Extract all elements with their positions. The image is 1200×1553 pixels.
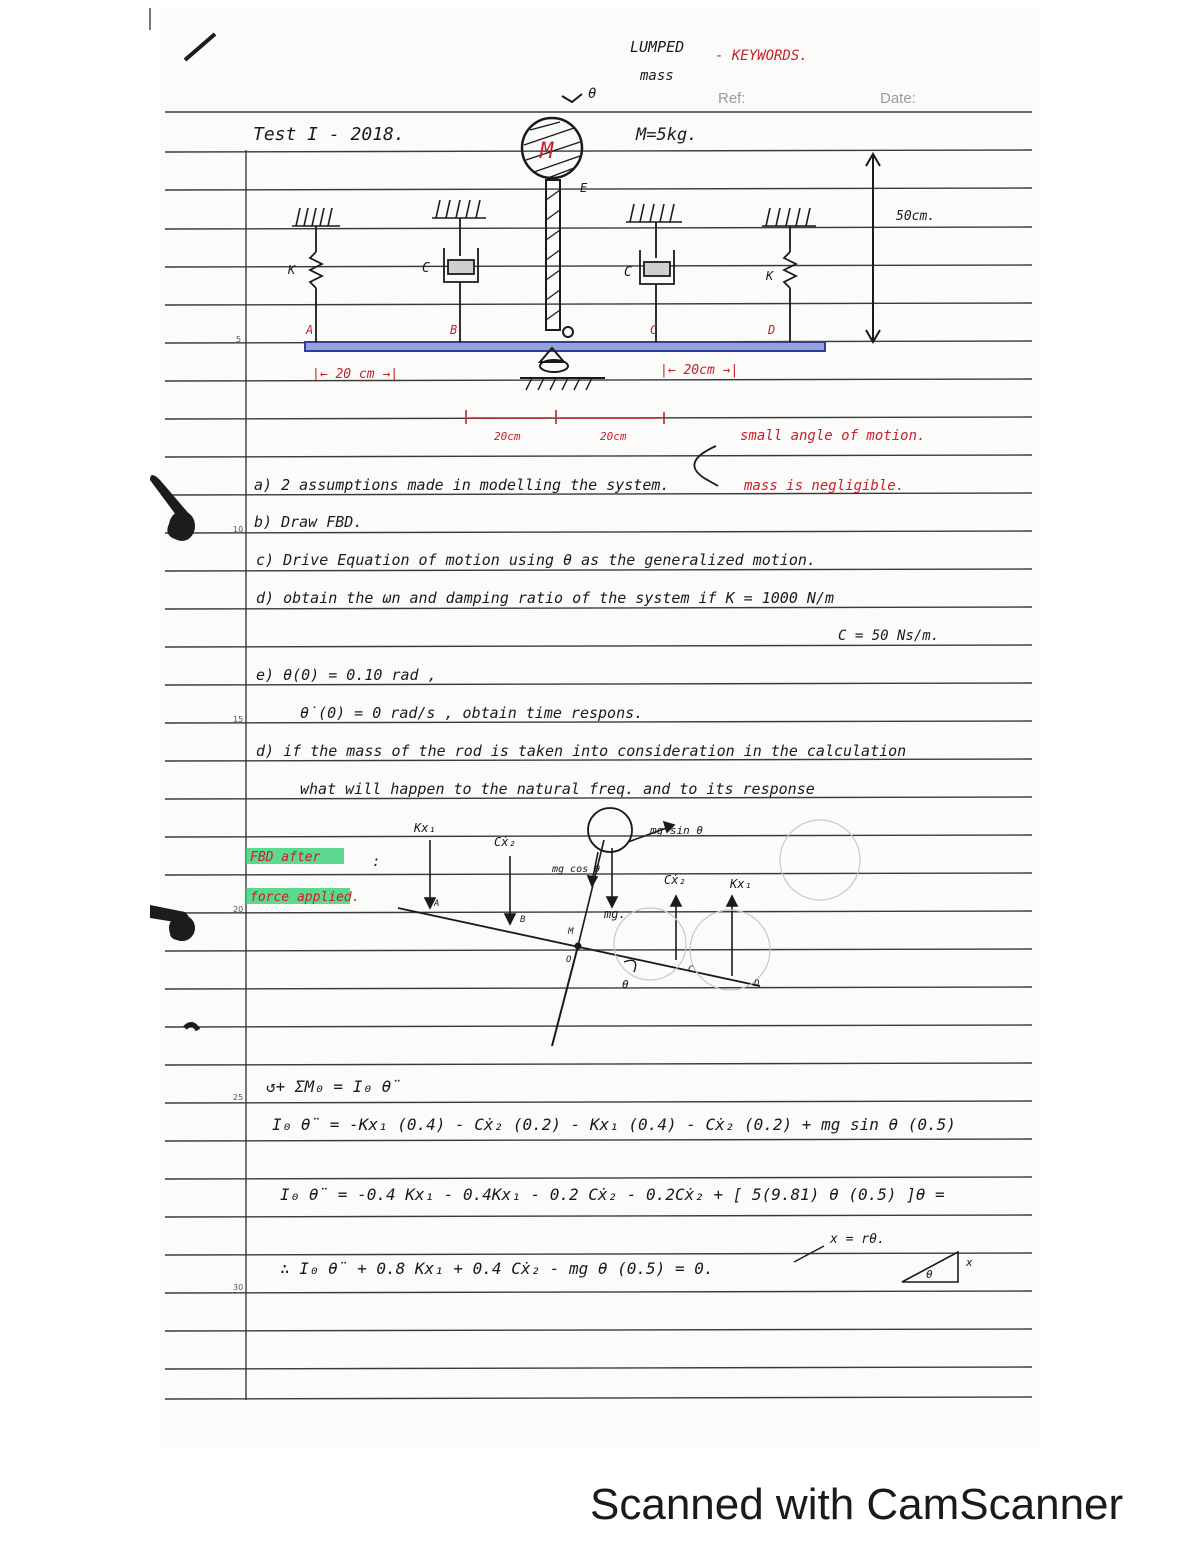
fbd-rod-upper xyxy=(578,840,604,946)
rotation-arrow xyxy=(562,94,582,102)
question-e-initial-velocity: θ̇(0) = 0 rad/s , obtain time respons. xyxy=(300,704,644,722)
equation-line5: ∴ I₀ θ̈ + 0.8 Kx₁ + 0.4 Cẋ₂ - mg θ (0.5) = 0. xyxy=(280,1259,714,1278)
mass-symbol: M xyxy=(540,139,554,164)
keywords-label: - KEYWORDS. xyxy=(715,48,808,64)
theta-top-label: θ xyxy=(588,86,597,102)
damper-left-label: C xyxy=(422,261,430,276)
line-number: 25 xyxy=(233,1093,244,1102)
line-number: 30 xyxy=(233,1283,244,1292)
question-d-damping: C = 50 Ns/m. xyxy=(838,628,940,644)
fbd-kx1-left: Kx₁ xyxy=(414,821,436,835)
dim-mid-left: 20cm xyxy=(494,430,521,443)
height-label: 50cm. xyxy=(896,209,936,224)
question-b: b) Draw FBD. xyxy=(254,513,363,531)
fbd-mass-circle xyxy=(588,808,632,852)
triangle-theta: θ xyxy=(926,1268,933,1281)
question-e-initial-angle: e) θ(0) = 0.10 rad , xyxy=(256,666,437,684)
mechanism-diagram xyxy=(287,118,935,390)
line-number: 20 xyxy=(233,905,244,914)
fbd-pivot-point xyxy=(575,943,582,950)
fbd-kx1-right: Kx₁ xyxy=(730,877,752,891)
fbd-point-b: B xyxy=(520,915,526,925)
fbd-note-line1: FBD after xyxy=(250,850,321,865)
dim-right: |← 20cm →| xyxy=(660,363,739,378)
point-e-label: E xyxy=(580,181,588,195)
mass-value: M=5kg. xyxy=(636,125,698,145)
equation-moment-sum: ↺+ ΣM₀ = I₀ θ̈ xyxy=(266,1077,401,1096)
beam xyxy=(305,342,825,351)
question-d: d) obtain the ωn and damping ratio of the system if K = 1000 N/m xyxy=(256,589,834,607)
question-c: c) Drive Equation of motion using θ as the generalized motion. xyxy=(256,551,816,569)
fbd-point-a: A xyxy=(434,899,440,909)
fbd-cx2-left: Cẋ₂ xyxy=(494,835,516,849)
lumped-label: LUMPED xyxy=(630,38,685,56)
point-d-label: D xyxy=(768,323,776,337)
mid-dimension-arrows xyxy=(466,410,664,424)
assumption-brace xyxy=(694,446,718,486)
fbd-mg-sin: mg sin θ xyxy=(650,824,703,837)
fbd-rod xyxy=(552,946,578,1046)
binder-rings xyxy=(150,34,215,1030)
triangle-x: x xyxy=(966,1256,973,1269)
ref-label: Ref: xyxy=(718,90,746,107)
equation-line3: I₀ θ̈ = -0.4 Kx₁ - 0.4Kx₁ - 0.2 Cẋ₂ - 0.2Cẋ₂ + [ 5(9.81) θ (0.5) ]θ = xyxy=(280,1185,945,1204)
line-number: 10 xyxy=(233,525,244,534)
line-numbers xyxy=(233,335,243,1292)
fbd-point-c: C xyxy=(688,965,694,975)
colon-mark: : xyxy=(372,854,381,870)
equation-line2: I₀ θ̈ = -Kx₁ (0.4) - Cẋ₂ (0.2) - Kx₁ (0.4) - Cẋ₂ (0.2) + mg sin θ (0.5) xyxy=(272,1115,956,1134)
ceiling-supports xyxy=(292,200,816,226)
scanner-watermark: Scanned with CamScanner xyxy=(590,1480,1124,1529)
fbd-mg-cos: mg cos θ xyxy=(552,864,601,875)
fbd-point-d: D xyxy=(754,979,760,989)
line-number: 5 xyxy=(236,335,242,344)
fbd-theta: θ xyxy=(622,978,629,991)
point-c-label: C xyxy=(650,323,658,337)
rod-hatching xyxy=(546,190,560,320)
fbd-point-o: O xyxy=(566,955,572,965)
date-label: Date: xyxy=(880,90,916,107)
free-body-diagram xyxy=(246,808,860,1046)
page-title: Test I - 2018. xyxy=(253,124,405,145)
spring-right-label: K xyxy=(766,269,774,283)
fbd-point-m: M xyxy=(568,927,574,937)
question-f-line1: d) if the mass of the rod is taken into consideration in the calculation xyxy=(256,742,907,760)
dim-left: |← 20 cm →| xyxy=(312,367,399,382)
point-a-label: A xyxy=(306,323,314,337)
equation-x-r-theta: x = rθ. xyxy=(830,1232,885,1247)
damper-right-label: C xyxy=(624,265,632,280)
line-number: 15 xyxy=(233,715,244,724)
note-mass-negligible: mass is negligible. xyxy=(744,478,905,494)
question-f-line2: what will happen to the natural freq. and to its response xyxy=(300,780,815,798)
note-small-angle: small angle of motion. xyxy=(740,428,926,444)
mass-word: mass xyxy=(640,68,674,84)
dim-mid-right: 20cm xyxy=(600,430,627,443)
pin-joint xyxy=(563,327,573,337)
spring-left-label: K xyxy=(288,263,296,277)
right-spring xyxy=(784,226,796,342)
question-a: a) 2 assumptions made in modelling the system. xyxy=(254,476,670,494)
fbd-note-line2: force applied. xyxy=(250,890,360,905)
fbd-mg: mg. xyxy=(604,907,626,921)
fbd-cx2-right: Cẋ₂ xyxy=(664,873,686,887)
point-b-label: B xyxy=(450,323,458,337)
